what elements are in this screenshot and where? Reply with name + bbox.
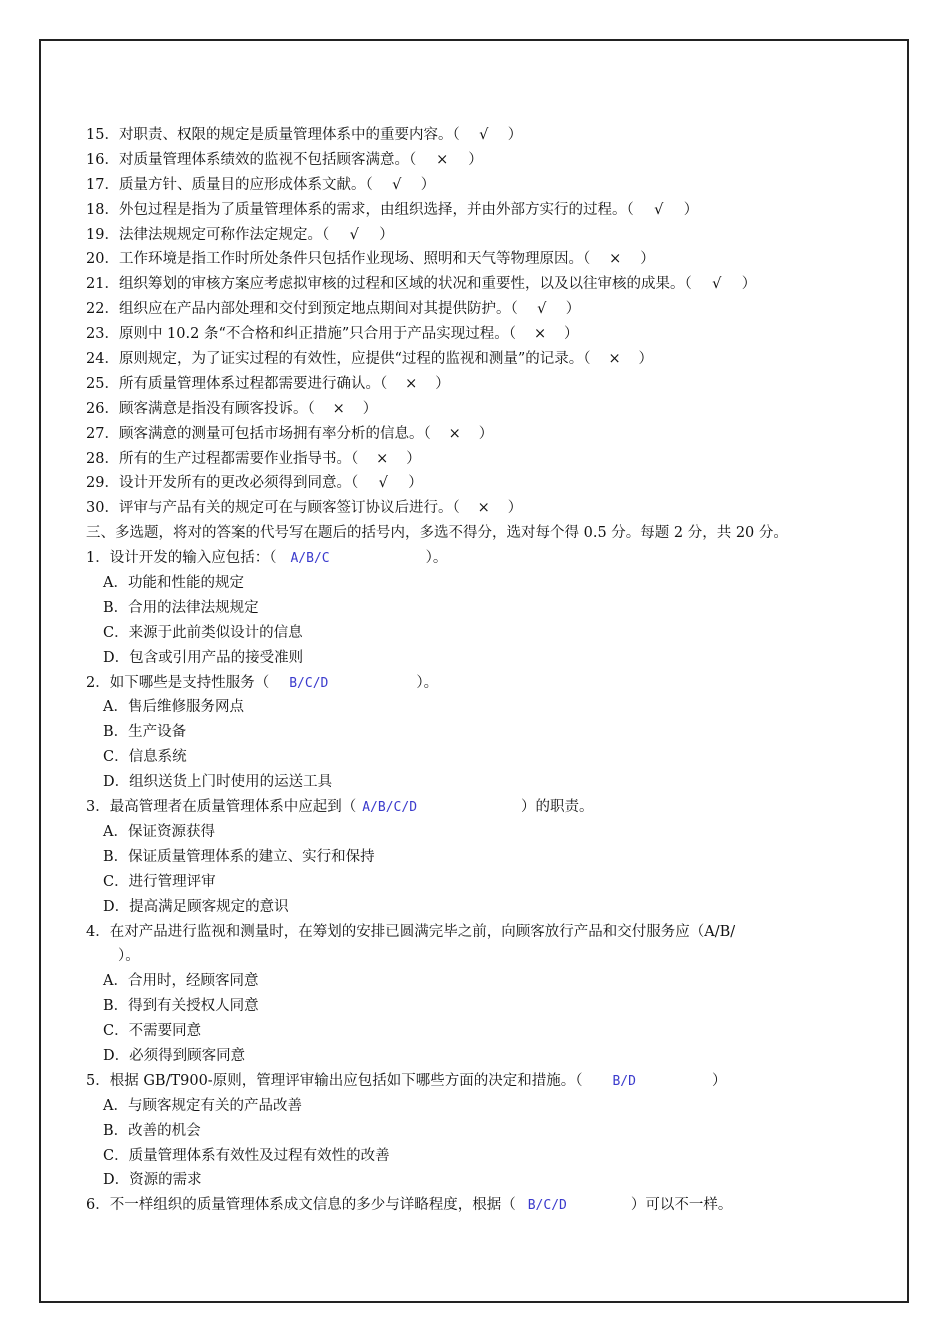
question-text: 所有质量管理体系过程都需要进行确认。 <box>118 375 380 392</box>
option-c: C．不需要同意 <box>103 1023 202 1040</box>
open-paren: （ <box>452 500 460 517</box>
open-paren: （ <box>452 127 460 143</box>
option-d: D．提高满足顾客规定的意识 <box>103 898 289 915</box>
open-paren: （ <box>408 151 417 168</box>
question-number: 16 <box>86 151 105 168</box>
mc-question-6 <box>86 1193 886 1218</box>
close-paren: ） <box>406 450 421 467</box>
question-stem: 3．最高管理者在质量管理体系中应起到（ <box>86 799 357 816</box>
close-paren: ） <box>564 326 579 343</box>
option-d: D．资源的需求 <box>103 1172 202 1189</box>
question-tail: ）。 <box>416 674 439 691</box>
tf-question: 22．组织应在产品内部处理和交付到预定地点期间对其提供防护。（ √ ） <box>86 297 886 322</box>
option-b: B．得到有关授权人同意 <box>103 998 259 1015</box>
question-tail: ） <box>711 1072 727 1089</box>
option-a: A．与顾客规定有关的产品改善 <box>103 1097 302 1114</box>
question-number: 22 <box>86 301 105 318</box>
tf-question: 29．设计开发所有的更改必须得到同意。（ √ ） <box>86 471 886 496</box>
tf-question: 23．原则中 10.2 条“不合格和纠正措施”只合用于产品实现过程。（ × ） <box>86 322 886 347</box>
question-number: 18 <box>86 201 105 218</box>
question-stem: 5．根据 GB/T900-原则，管理评审输出应包括如下哪些方面的决定和措施。（ <box>86 1072 583 1089</box>
question-number: 19 <box>86 226 105 243</box>
question-text: 设计开发所有的更改必须得到同意。 <box>118 475 351 492</box>
close-paren: ） <box>362 400 378 417</box>
answer-mark: × <box>448 425 461 442</box>
answer-mark: × <box>533 326 547 343</box>
question-tail: ）。 <box>425 550 448 567</box>
question-text: 组织筹划的审核方案应考虑拟审核的过程和区域的状况和重要性，以及以往审核的成果。 <box>118 276 685 293</box>
close-paren: ） <box>408 475 423 492</box>
answer-mark: √ <box>712 276 722 293</box>
question-tail: ）可以不一样。 <box>630 1197 733 1214</box>
open-paren: （ <box>684 276 692 293</box>
open-paren: （ <box>582 251 591 268</box>
answer-mark: × <box>332 400 345 417</box>
document-body <box>86 123 886 1218</box>
question-text: 组织应在产品内部处理和交付到预定地点期间对其提供防护。 <box>118 301 511 318</box>
question-text: 外包过程是指为了质量管理体系的需求，由组织选择，并由外部方实行的过程。 <box>118 201 627 218</box>
option-b: B．合用的法律法规规定 <box>103 599 259 616</box>
question-number: 30 <box>86 500 105 517</box>
option-a: A．合用时，经顾客同意 <box>103 973 259 990</box>
question-number: 29 <box>86 475 105 492</box>
close-paren: ） <box>640 251 655 268</box>
option-b: B．生产设备 <box>103 724 187 741</box>
close-paren: ） <box>420 176 436 193</box>
option-c: C．质量管理体系有效性及过程有效性的改善 <box>103 1147 390 1164</box>
question-text: 对质量管理体系绩效的监视不包括顾客满意。 <box>118 151 409 168</box>
tf-question: 28．所有的生产过程都需要作业指导书。（ × ） <box>86 447 886 472</box>
option-b: B．保证质量管理体系的建立、实行和保持 <box>103 848 375 865</box>
option-a: A．售后维修服务网点 <box>103 699 244 716</box>
question-number: 27 <box>86 425 105 442</box>
tf-question: 19．法律法规规定可称作法定规定。（ √ ） <box>86 223 886 248</box>
open-paren: （ <box>423 425 431 442</box>
question-stem: 2．如下哪些是支持性服务（ <box>86 674 270 691</box>
open-paren: （ <box>510 301 518 318</box>
question-text: 法律法规规定可称作法定规定。 <box>118 226 322 243</box>
option-d: D．组织送货上门时使用的运送工具 <box>103 774 333 791</box>
option-c: C．进行管理评审 <box>103 873 216 890</box>
answer-text: B/D <box>612 1073 636 1089</box>
question-continuation: ）。 <box>118 948 140 965</box>
tf-question: 24．原则规定，为了证实过程的有效性，应提供“过程的监视和测量”的记录。（ × ） <box>86 347 886 372</box>
answer-mark: √ <box>654 201 664 218</box>
option-a: A．功能和性能的规定 <box>103 575 244 592</box>
question-text: 质量方针、质量目的应形成体系文献。 <box>118 176 366 193</box>
open-paren: （ <box>321 226 330 243</box>
answer-mark: √ <box>392 176 402 193</box>
open-paren: （ <box>350 475 359 492</box>
answer-text: A/B/C/D <box>362 800 418 816</box>
question-text: 原则规定，为了证实过程的有效性，应提供“过程的监视和测量”的记录。 <box>118 351 584 368</box>
question-text: 所有的生产过程都需要作业指导书。 <box>118 450 351 467</box>
mc-question-2 <box>86 671 886 696</box>
answer-mark: √ <box>349 226 359 243</box>
answer-mark: × <box>609 251 622 268</box>
answer-mark: √ <box>378 475 388 492</box>
mc-question-3 <box>86 795 886 820</box>
question-number: 15 <box>86 127 105 143</box>
tf-question: 27．顾客满意的测量可包括市场拥有率分析的信息。（ × ） <box>86 422 886 447</box>
open-paren: （ <box>626 201 634 218</box>
close-paren: ） <box>468 151 483 168</box>
close-paren: ） <box>565 301 581 318</box>
question-text: 顾客满意的测量可包括市场拥有率分析的信息。 <box>118 425 424 442</box>
close-paren: ） <box>478 425 494 442</box>
answer-mark: √ <box>537 301 547 318</box>
answer-text: B/C/D <box>527 1198 567 1214</box>
tf-question: 15．对职责、权限的规定是质量管理体系中的重要内容。（ √ ） <box>86 123 886 148</box>
answer-mark: × <box>376 450 389 467</box>
question-number: 25 <box>86 375 105 392</box>
option-d: D．包含或引用产品的接受准则 <box>103 649 304 666</box>
question-number: 20 <box>86 251 105 268</box>
question-number: 28 <box>86 450 105 467</box>
question-stem: 6．不一样组织的质量管理体系成文信息的多少与详略程度，根据（ <box>86 1197 516 1214</box>
close-paren: ） <box>435 375 450 392</box>
close-paren: ） <box>507 500 523 517</box>
question-number: 21 <box>86 276 105 293</box>
question-number: 17 <box>86 176 105 193</box>
tf-question: 17．质量方针、质量目的应形成体系文献。（ √ ） <box>86 173 886 198</box>
question-number: 26 <box>86 400 105 417</box>
option-c: C．来源于此前类似设计的信息 <box>103 624 303 641</box>
answer-mark: × <box>405 375 418 392</box>
question-tail: ）的职责。 <box>521 799 594 816</box>
question-text: 对职责、权限的规定是质量管理体系中的重要内容。 <box>118 127 453 143</box>
option-a: A．保证资源获得 <box>103 823 215 840</box>
question-text: 评审与产品有关的规定可在与顾客签订协议后进行。 <box>118 500 453 517</box>
question-text: 顾客满意是指没有顾客投诉。 <box>118 400 308 417</box>
close-paren: ） <box>741 276 757 293</box>
answer-mark: × <box>477 500 490 517</box>
true-false-list <box>86 123 886 521</box>
tf-question: 16．对质量管理体系绩效的监视不包括顾客满意。（ × ） <box>86 148 886 173</box>
close-paren: ） <box>379 226 394 243</box>
question-text: 工作环境是指工作时所处条件只包括作业现场、照明和天气等物理原因。 <box>118 251 583 268</box>
option-c: C．信息系统 <box>103 749 187 766</box>
tf-question: 30．评审与产品有关的规定可在与顾客签订协议后进行。（ × ） <box>86 496 886 521</box>
option-d: D．必须得到顾客同意 <box>103 1047 246 1064</box>
open-paren: （ <box>307 400 315 417</box>
mc-question-5 <box>86 1069 886 1094</box>
question-number: 23 <box>86 326 105 343</box>
tf-question: 18．外包过程是指为了质量管理体系的需求，由组织选择，并由外部方实行的过程。（ √ ） <box>86 198 886 223</box>
open-paren: （ <box>365 176 373 193</box>
close-paren: ） <box>683 201 699 218</box>
tf-question: 25．所有质量管理体系过程都需要进行确认。（ × ） <box>86 372 886 397</box>
open-paren: （ <box>379 375 388 392</box>
answer-mark: √ <box>479 127 489 143</box>
answer-mark: × <box>436 151 449 168</box>
option-b: B．改善的机会 <box>103 1122 201 1139</box>
question-stem: 1．设计开发的输入应包括：（ <box>86 550 277 567</box>
close-paren: ） <box>638 351 654 368</box>
open-paren: （ <box>508 326 517 343</box>
close-paren: ） <box>507 127 523 143</box>
answer-mark: × <box>608 351 621 368</box>
section-heading: 三、多选题，将对的答案的代号写在题后的括号内，多选不得分，选对每个得 0.5 分。每题 2 分，共 20 分。 <box>86 525 788 542</box>
question-number: 24 <box>86 351 105 368</box>
tf-question: 26．顾客满意是指没有顾客投诉。（ × ） <box>86 397 886 422</box>
tf-question: 21．组织筹划的审核方案应考虑拟审核的过程和区域的状况和重要性，以及以往审核的成果。（ √ ） <box>86 272 886 297</box>
mc-question-1 <box>86 546 886 571</box>
open-paren: （ <box>583 351 591 368</box>
tf-question: 20．工作环境是指工作时所处条件只包括作业现场、照明和天气等物理原因。（ × ） <box>86 247 886 272</box>
answer-text: A/B/C <box>290 551 330 567</box>
answer-text: B/C/D <box>289 675 329 691</box>
mc-question-4: 4．在对产品进行监视和测量时，在筹划的安排已圆满完毕之前，向顾客放行产品和交付服务应（A/B/ <box>86 923 736 940</box>
open-paren: （ <box>350 450 359 467</box>
question-text: 原则中 10.2 条“不合格和纠正措施”只合用于产品实现过程。 <box>118 326 509 343</box>
